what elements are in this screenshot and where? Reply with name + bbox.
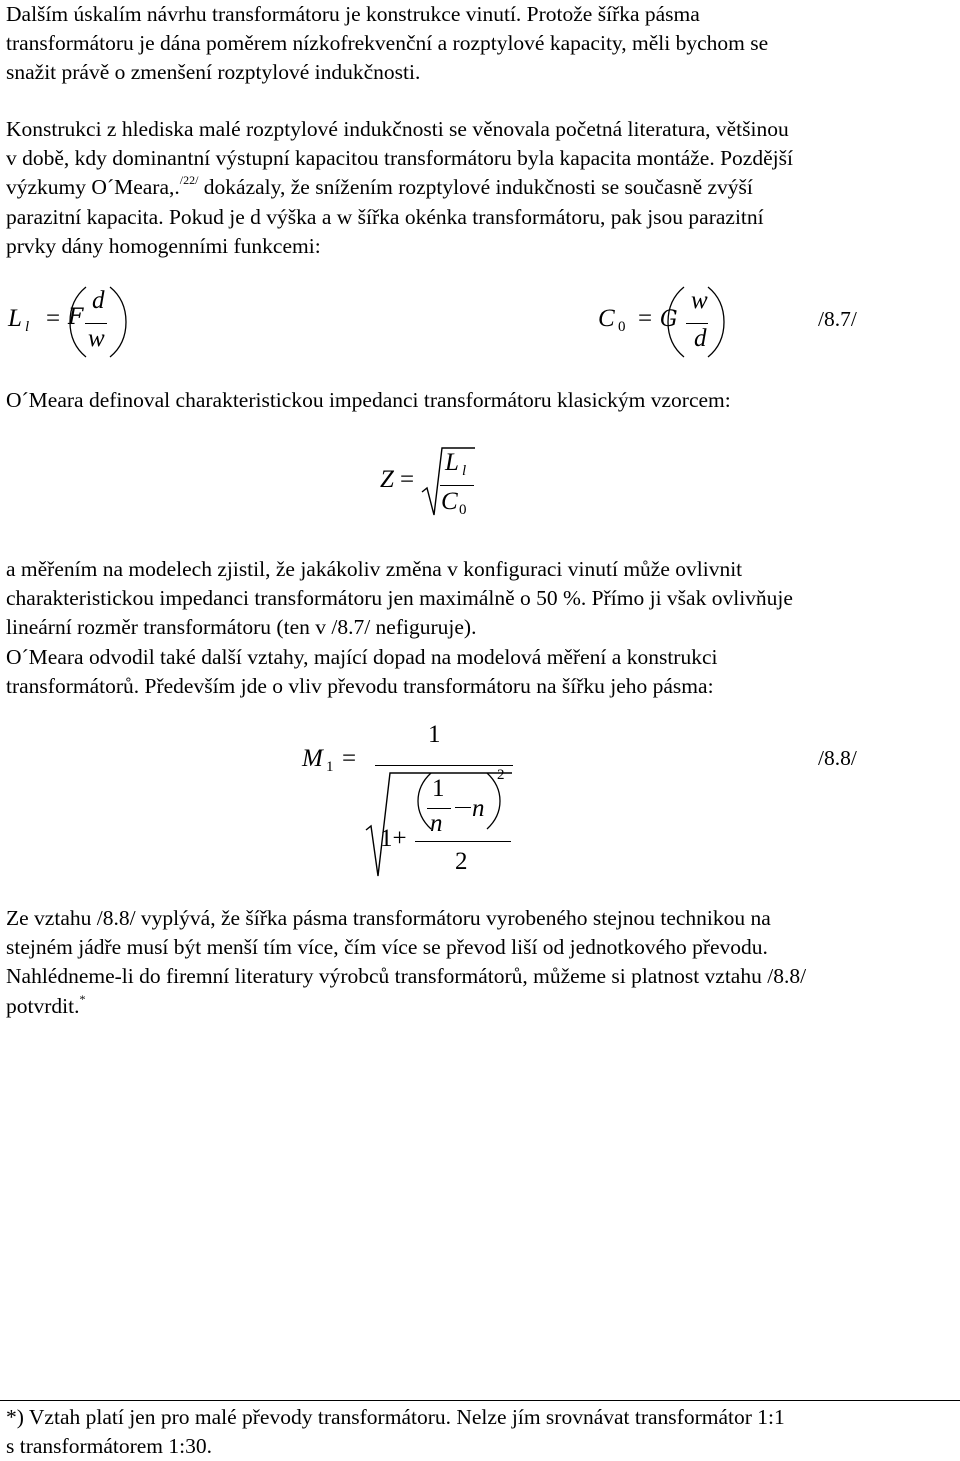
text-line: transformátoru je dána poměrem nízkofrekvenční a rozptylové kapacity, měli bychom se — [6, 31, 769, 56]
footnote-line: s transformátorem 1:30. — [6, 1434, 212, 1459]
eq-denominator-w: w — [88, 325, 105, 352]
eq-denominator-2: 2 — [455, 848, 468, 875]
eq-power-2: 2 — [497, 767, 505, 783]
eq-inner-numerator-1: 1 — [432, 775, 445, 802]
text-line: parazitní kapacita. Pokud je d výška a w šířka okénka transformátoru, pak jsou parazitní — [6, 204, 764, 229]
text-fragment: dokázaly, že snížením rozptylové indukčnosti se současně zvýší — [198, 175, 753, 200]
eq-numerator-L: L — [445, 449, 459, 476]
eq-symbol-L: L — [8, 305, 22, 332]
text-line: charakteristickou impedanci transformátoru jen maximálně o 50 %. Přímo ji však ovlivňuje — [6, 586, 793, 611]
equation-number: /8.8/ — [818, 746, 857, 770]
text-line: O´Meara definoval charakteristickou impedanci transformátoru klasickým vzorcem: — [6, 388, 731, 412]
text-fragment: potvrdit. — [6, 993, 80, 1018]
eq-symbol-M: M — [302, 745, 323, 772]
eq-subscript-l: l — [462, 463, 467, 479]
footnote-mark: * — [79, 991, 86, 1006]
equation-number: /8.7/ — [818, 307, 857, 331]
footnote-line: *) Vztah platí jen pro malé převody transformátoru. Nelze jím srovnávat transformátor 1:1 — [6, 1405, 785, 1429]
eq-equals: = — [342, 745, 357, 772]
text-line: Konstrukci z hlediska malé rozptylové indukčnosti se věnovala početná literatura, většinou — [6, 117, 789, 141]
text-fragment: výzkumy O´Meara,. — [6, 175, 180, 200]
eq-function-F: F — [68, 305, 84, 330]
eq-subscript-0: 0 — [459, 502, 467, 518]
eq-minus-n: n — [472, 795, 485, 822]
eq-subscript-1: 1 — [326, 759, 334, 775]
text-line: snažit právě o zmenšení rozptylové indukčnosti. — [6, 60, 421, 85]
text-line: transformátorů. Především jde o vliv převodu transformátoru na šířku jeho pásma: — [6, 673, 714, 698]
text-line: v době, kdy dominantní výstupní kapacitou transformátoru byla kapacita montáže. Pozdější — [6, 146, 793, 171]
eq-equals: = — [638, 305, 653, 332]
text-line: a měřením na modelech zjistil, že jakákoliv změna v konfiguraci vinutí může ovlivnit — [6, 557, 743, 581]
eq-symbol-C: C — [598, 305, 615, 332]
eq-equals: = — [400, 466, 415, 493]
eq-numerator-w: w — [691, 287, 708, 314]
paragraph-conclusion — [6, 904, 950, 1021]
eq-subscript-0: 0 — [618, 319, 626, 335]
text-line: stejném jádře musí být menší tím více, čím více se převod liší od jednotkového převodu. — [6, 935, 768, 960]
citation-reference: /22/ — [179, 173, 199, 188]
footnote-divider — [0, 1400, 960, 1401]
eq-subscript-l: l — [25, 319, 30, 335]
eq-numerator-1: 1 — [428, 721, 441, 748]
text-line: O´Meara odvodil také další vztahy, mající dopad na modelová měření a konstrukci — [6, 644, 718, 669]
text-line-with-footnote — [6, 992, 950, 1021]
eq-denominator-C: C — [441, 488, 458, 515]
text-line: lineární rozměr transformátoru (ten v /8.7/ nefiguruje). — [6, 615, 477, 640]
eq-numerator-d: d — [92, 287, 105, 314]
footnote — [6, 1403, 950, 1461]
eq-symbol-Z: Z — [380, 466, 394, 493]
eq-equals: = — [46, 305, 61, 332]
eq-one-plus: 1+ — [380, 825, 407, 852]
text-line: Dalším úskalím návrhu transformátoru je konstrukce vinutí. Protože šířka pásma — [6, 2, 700, 26]
text-line: Ze vztahu /8.8/ vyplývá, že šířka pásma transformátoru vyrobeného stejnou technikou na — [6, 906, 771, 930]
eq-inner-denominator-n: n — [430, 810, 443, 837]
eq-denominator-d: d — [694, 325, 707, 352]
eq-function-G: G — [660, 307, 678, 332]
text-line: prvky dány homogenními funkcemi: — [6, 233, 321, 258]
text-line: Nahlédneme-li do firemní literatury výrobců transformátorů, můžeme si platnost vztahu /8.8/ — [6, 964, 807, 989]
